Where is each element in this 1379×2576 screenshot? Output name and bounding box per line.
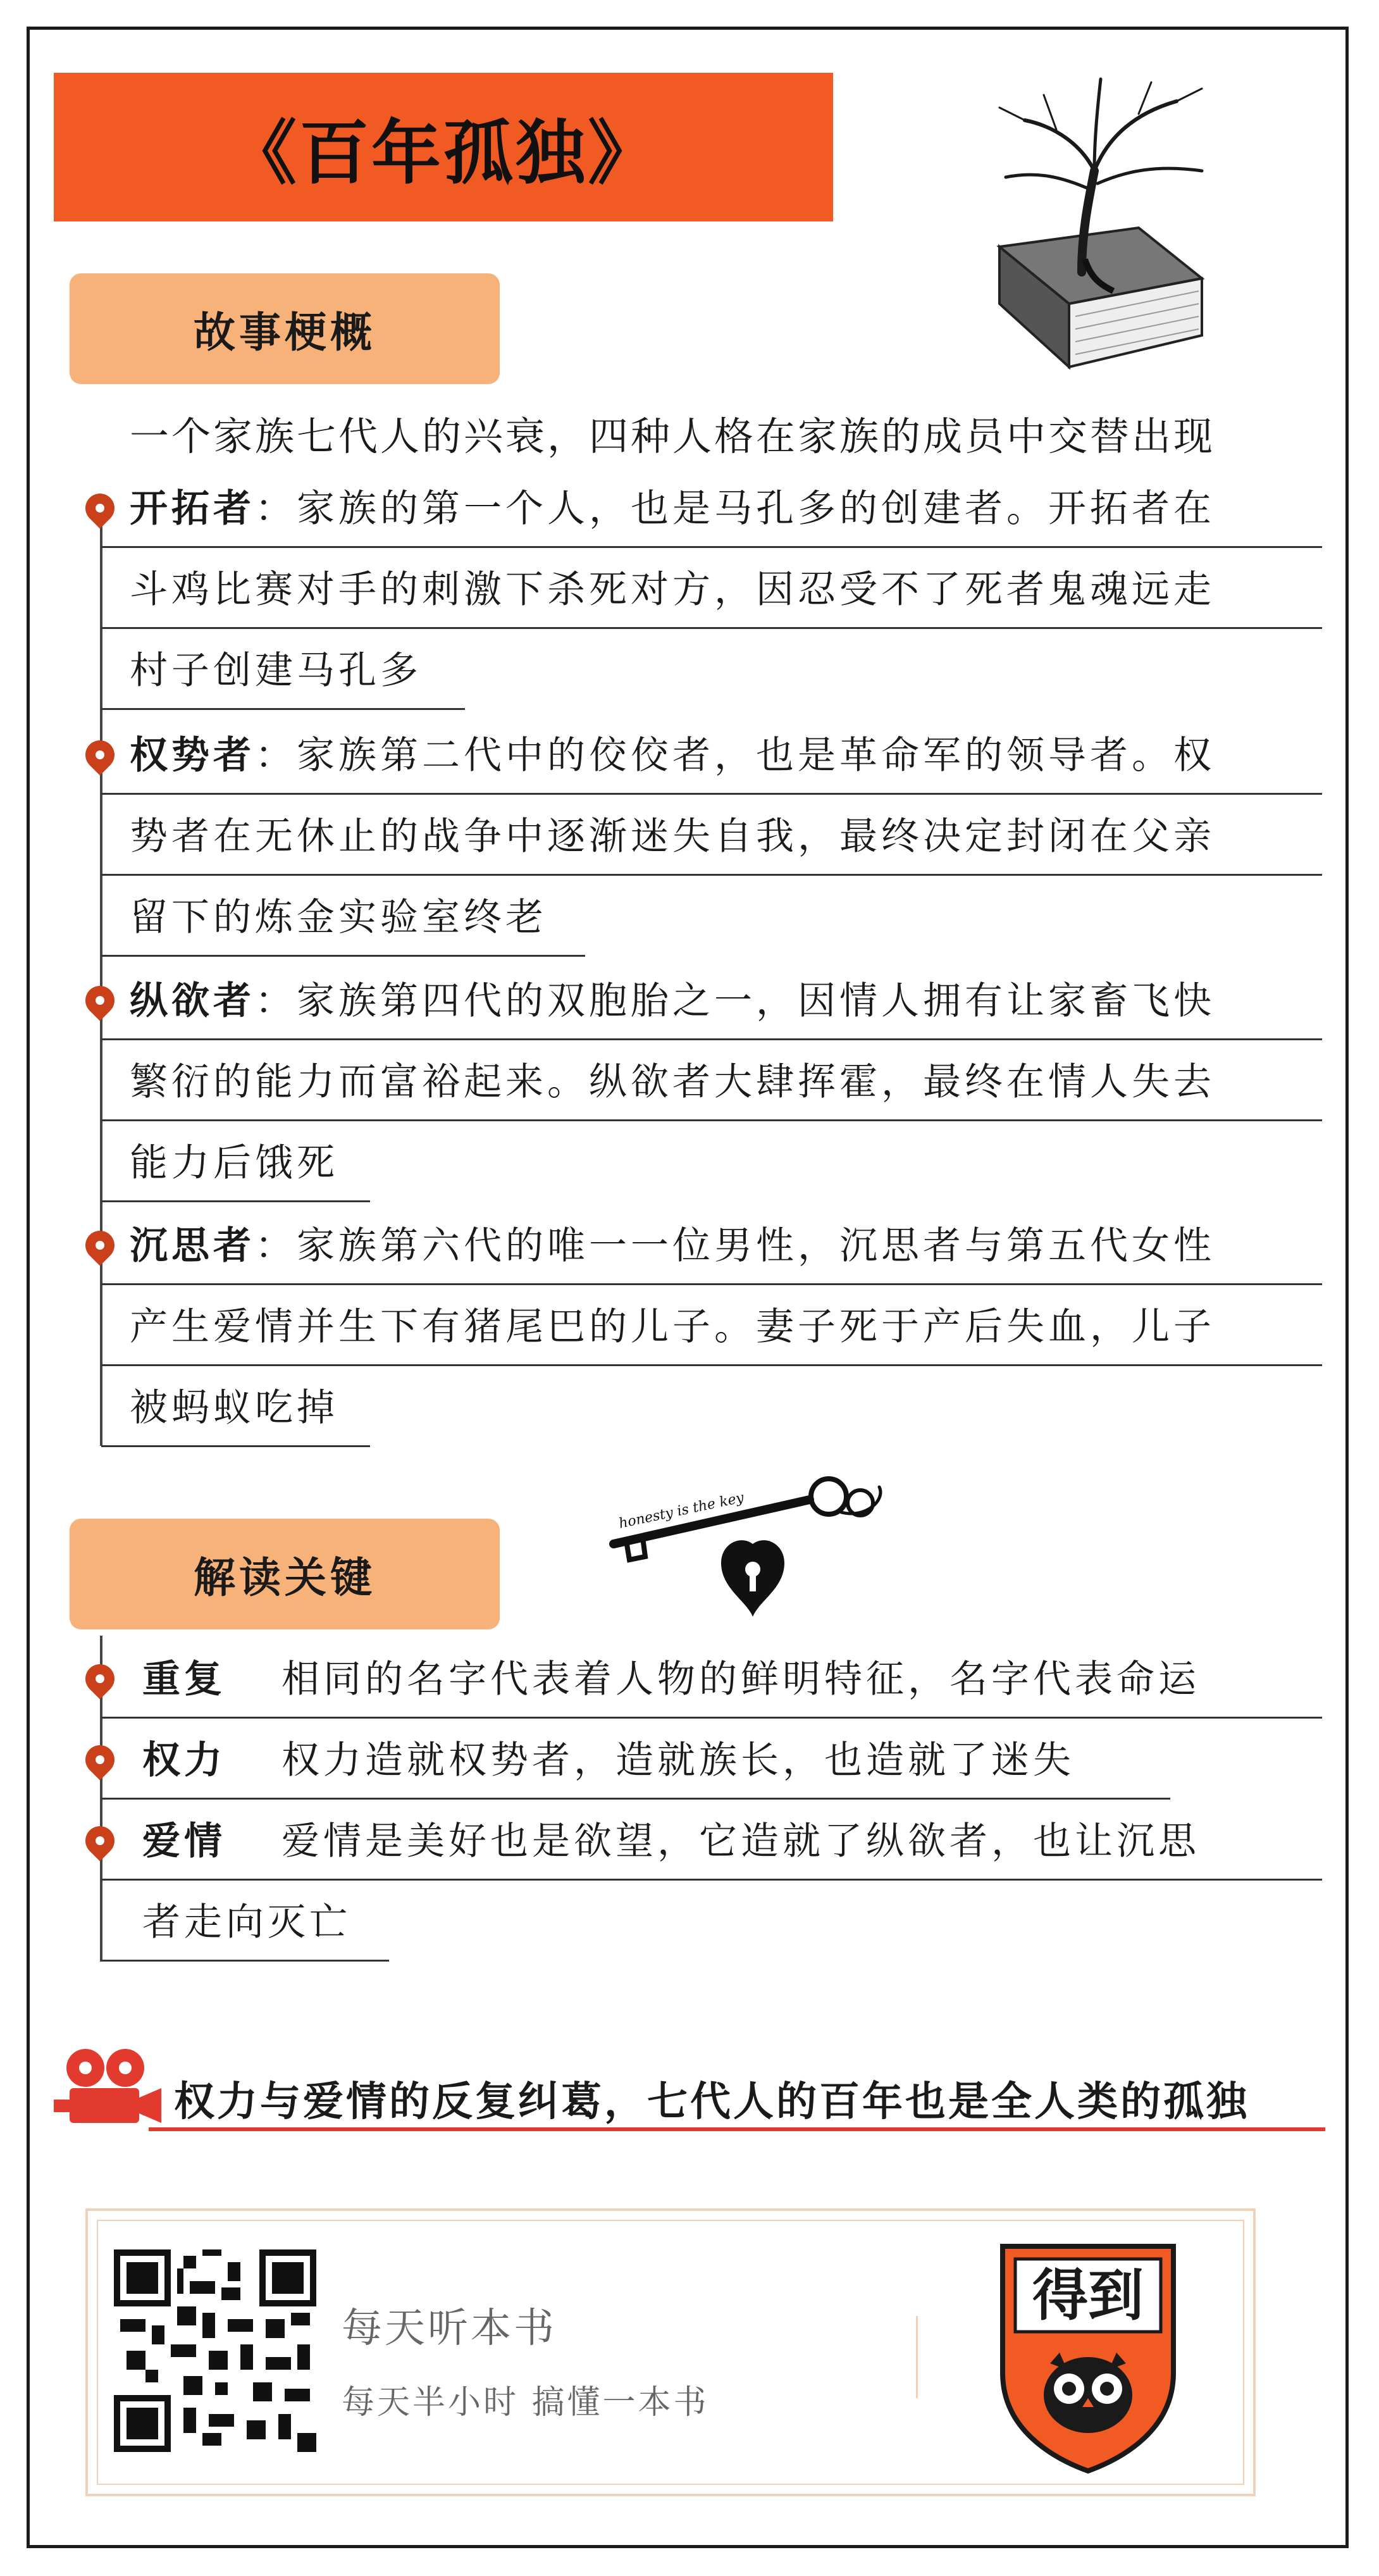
underline (101, 874, 1322, 876)
entry-text: ：家族的第一个人，也是马孔多的创建者。开拓者在 (255, 487, 1215, 531)
entry-line (130, 715, 1313, 796)
conclusion-underline (149, 2127, 1325, 2131)
entry-text: 能力后饿死 (130, 1141, 338, 1185)
entry-line (130, 1042, 1313, 1123)
entry-line (130, 1123, 1313, 1204)
entry-text: 繁衍的能力而富裕起来。纵欲者大肆挥霍，最终在情人失去 (130, 1060, 1215, 1104)
underline (101, 1364, 1322, 1366)
entry-line (130, 1882, 1313, 1963)
underline (101, 955, 585, 957)
key-entry (130, 1801, 1313, 1963)
entry-line (130, 877, 1313, 958)
footer-divider (916, 2316, 918, 2398)
key-text: 权力造就权势者，造就族长，也造就了迷失 (281, 1738, 1075, 1783)
qr-code-icon[interactable] (114, 2249, 316, 2452)
entry-line (130, 630, 1313, 711)
section-label-summary: 故事梗概 (70, 273, 500, 384)
section-label-keys: 解读关键 (70, 1519, 500, 1629)
entry-text: ：家族第四代的双胞胎之一，因情人拥有让家畜飞快 (255, 979, 1215, 1023)
entry-text: 村子创建马孔多 (130, 649, 422, 693)
owl-icon (1044, 2353, 1132, 2433)
entry-line (130, 1639, 1313, 1720)
underline (101, 1798, 1170, 1800)
key-text: 相同的名字代表着人物的鲜明特征，名字代表命运 (281, 1657, 1200, 1702)
entry-line (130, 468, 1313, 549)
entry-line (130, 1205, 1313, 1286)
footer-title: 每天听本书 (342, 2305, 557, 2352)
entry-text: ：家族第二代中的佼佼者，也是革命军的领导者。权 (255, 733, 1215, 778)
underline (101, 1119, 1322, 1121)
character-name: 沉思者 (130, 1224, 255, 1268)
key-motto: honesty is the key (617, 1490, 746, 1532)
entry-line (130, 961, 1313, 1042)
key-entry (130, 1720, 1313, 1801)
underline (101, 1445, 370, 1447)
entry-text: 产生爱情并生下有猪尾巴的儿子。妻子死于产后失血，儿子 (130, 1305, 1215, 1349)
conclusion-text: 权力与爱情的反复纠葛，七代人的百年也是全人类的孤独 (174, 2078, 1249, 2125)
film-camera-icon (51, 2044, 164, 2132)
page-title: 《百年孤独》 (54, 73, 833, 221)
underline (101, 546, 1322, 548)
underline (101, 1200, 370, 1202)
footer-subtitle: 每天半小时 搞懂一本书 (342, 2384, 709, 2422)
key-text: 者走向灭亡 (142, 1900, 351, 1944)
entry-line (130, 1367, 1313, 1448)
underline (101, 627, 1322, 629)
underline (101, 1879, 1322, 1881)
key-text: 爱情是美好也是欲望，它造就了纵欲者，也让沉思 (281, 1819, 1200, 1864)
key-entry (130, 1639, 1313, 1720)
book (999, 228, 1202, 367)
entry-text: 被蚂蚁吃掉 (130, 1386, 338, 1430)
underline (101, 1960, 389, 1962)
key-term: 爱情 (142, 1819, 226, 1864)
character-entry (130, 715, 1313, 958)
underline (101, 1283, 1322, 1285)
character-entry (130, 1205, 1313, 1448)
character-entry (130, 468, 1313, 711)
entry-line (130, 1286, 1313, 1367)
character-name: 纵欲者 (130, 979, 255, 1023)
book-tree-illustration (987, 70, 1227, 386)
character-entry (130, 961, 1313, 1204)
entry-text: 留下的炼金实验室终老 (130, 895, 547, 940)
key-lock-illustration (601, 1474, 898, 1626)
entry-text: 势者在无休止的战争中逐渐迷失自我，最终决定封闭在父亲 (130, 814, 1215, 859)
underline (101, 708, 465, 710)
underline (101, 793, 1322, 795)
entry-line (130, 1801, 1313, 1882)
entry-line (130, 796, 1313, 877)
character-name: 权势者 (130, 733, 255, 778)
dedao-logo (996, 2240, 1180, 2474)
underline (101, 1717, 1322, 1719)
entry-line (130, 1720, 1313, 1801)
key-term: 权力 (142, 1738, 226, 1783)
entry-line (130, 549, 1313, 630)
key-term: 重复 (142, 1657, 226, 1702)
logo-text: 得到 (1032, 2262, 1144, 2328)
underline (101, 1038, 1322, 1040)
story-intro: 一个家族七代人的兴衰，四种人格在家族的成员中交替出现 (130, 413, 1216, 459)
entry-text: ：家族第六代的唯一一位男性，沉思者与第五代女性 (255, 1224, 1215, 1268)
timeline-line (100, 500, 102, 1446)
entry-text: 斗鸡比赛对手的刺激下杀死对方，因忍受不了死者鬼魂远走 (130, 568, 1215, 612)
character-name: 开拓者 (130, 487, 255, 531)
